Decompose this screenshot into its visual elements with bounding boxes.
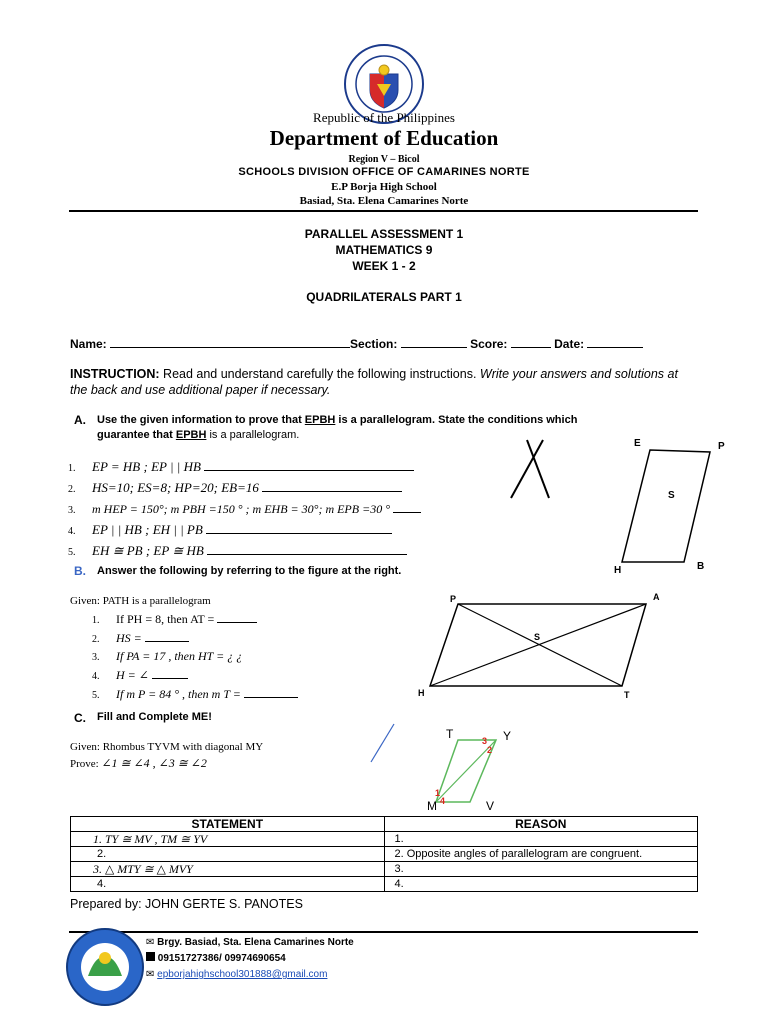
reason-header: REASON: [384, 817, 698, 832]
answer-b-4[interactable]: [152, 666, 188, 679]
label-a2: A: [653, 592, 660, 602]
address-line: Basiad, Sta. Elena Camarines Norte: [299, 195, 469, 207]
section-field[interactable]: [401, 335, 467, 348]
instruction-italic: Write your answers and solutions at the back and use additional paper if necessary.: [70, 367, 678, 397]
section-a-item-4: 4. EP | | HB ; EH | | PB: [68, 520, 421, 541]
answer-b-5[interactable]: [244, 685, 298, 698]
answer-a-2[interactable]: [262, 479, 402, 492]
table-row: [71, 862, 698, 877]
section-b-item-4: 4. H = ∠: [92, 666, 298, 685]
prepared-by: Prepared by: JOHN GERTE S. PANOTES: [70, 897, 303, 911]
phone-icon: [146, 952, 155, 961]
section-b-item-5: 5. If m P = 84 ° , then m T =: [92, 685, 298, 704]
section-c-prove: [70, 756, 207, 771]
section-a-items: [68, 457, 421, 562]
region-line: Region V – Bicol: [348, 154, 420, 165]
answer-a-4[interactable]: [206, 521, 392, 534]
label-m3: M: [427, 799, 437, 813]
label-p: P: [718, 441, 725, 452]
section-a-letter: A.: [74, 413, 86, 427]
division-line: SCHOOLS DIVISION OFFICE OF CAMARINES NORTE: [238, 166, 530, 178]
mail-icon: ✉: [146, 937, 155, 948]
footer-divider: [69, 931, 698, 933]
figure-epbh: [600, 440, 720, 580]
footer-address: Brgy. Basiad, Sta. Elena Camarines Norte: [157, 937, 354, 948]
footer-phone-row: [146, 951, 354, 967]
section-a-text-2: is a parallelogram. State the conditions which: [335, 414, 578, 426]
section-b-given: Given: PATH is a parallelogram: [70, 595, 211, 607]
label-h: H: [614, 565, 622, 576]
answer-a-5[interactable]: [207, 542, 407, 555]
section-b-item-2: 2. HS =: [92, 629, 298, 648]
label-b: B: [697, 561, 705, 572]
school-logo: [66, 928, 144, 1006]
name-field[interactable]: [110, 335, 350, 348]
score-field[interactable]: [511, 335, 551, 348]
reason-cell[interactable]: 2. Opposite angles of parallelogram are congruent.: [384, 847, 698, 862]
figure-path: [420, 596, 660, 696]
reason-cell[interactable]: 3.: [384, 862, 698, 877]
department-title: Department of Education: [269, 126, 499, 150]
email-icon: ✉: [146, 969, 155, 980]
week-title: WEEK 1 - 2: [352, 259, 416, 273]
section-b-items: [92, 610, 298, 704]
footer-phone: 09151727386/ 09974690654: [157, 953, 286, 964]
table-row: [71, 847, 698, 862]
section-c-instruction: Fill and Complete ME!: [97, 711, 212, 723]
angle-2-label: 2: [487, 745, 493, 755]
angle-1-label: 1: [435, 788, 441, 798]
label-e: E: [634, 438, 641, 449]
angle-3-label: 3: [482, 736, 488, 746]
subject-title: MATHEMATICS 9: [335, 243, 433, 257]
angle-4-label: 4: [440, 796, 446, 806]
section-a-text-3: guarantee that: [97, 429, 176, 441]
header-divider: [69, 210, 698, 212]
table-row: [71, 877, 698, 892]
section-a-item-5: 5. EH ≅ PB ; EP ≅ HB: [68, 541, 421, 562]
section-c-given: Given: Rhombus TYVM with diagonal MY: [70, 741, 264, 753]
footer-email[interactable]: epborjahighschool301888@gmail.com: [157, 969, 328, 980]
statement-cell[interactable]: 2.: [71, 847, 385, 862]
instruction-block: [70, 366, 695, 398]
date-field[interactable]: [587, 335, 643, 348]
label-y3: Y: [503, 729, 512, 743]
section-a-text-1: Use the given information to prove that: [97, 414, 305, 426]
epbh-term-2: EPBH: [175, 429, 207, 441]
instruction-text: Read and understand carefully the following instructions.: [159, 367, 477, 381]
section-a-item-3: 3. m HEP = 150°; m PBH =150 ° ; m EHB = 30°; m EPB =30 °: [68, 499, 421, 520]
republic-line: Republic of the Philippines: [313, 110, 455, 125]
cross-mark: [505, 438, 555, 500]
label-t2: T: [624, 690, 630, 700]
name-label: Name:: [70, 337, 107, 351]
section-c-letter: C.: [74, 711, 86, 725]
school-line: E.P Borja High School: [331, 181, 437, 193]
statement-cell[interactable]: 4.: [71, 877, 385, 892]
label-p2: P: [450, 594, 457, 604]
answer-b-1[interactable]: [217, 610, 257, 623]
statement-cell[interactable]: 1. TY ≅ MV , TM ≅ YV: [71, 832, 385, 847]
date-label: Date:: [554, 337, 585, 351]
student-info-line: [70, 335, 643, 351]
epbh-term: EPBH: [304, 414, 336, 426]
score-label: Score:: [470, 337, 508, 351]
footer-contacts: [146, 935, 354, 983]
prove-statement: ∠1 ≅ ∠4 , ∠3 ≅ ∠2: [101, 756, 207, 770]
section-b-letter: B.: [74, 564, 86, 578]
table-row: [71, 832, 698, 847]
footer-email-row: [146, 967, 354, 983]
label-t3: T: [446, 727, 454, 741]
label-v3: V: [486, 799, 495, 813]
section-a-text-4: is a parallelogram.: [206, 429, 300, 441]
section-b-item-3: 3. If PA = 17 , then HT = ¿ ¿: [92, 649, 243, 663]
label-s: S: [668, 490, 675, 501]
proof-table: [70, 816, 698, 892]
answer-a-3[interactable]: [393, 500, 421, 513]
section-a-instruction: [97, 413, 677, 443]
section-a-item-2: 2. HS=10; ES=8; HP=20; EB=16: [68, 478, 421, 499]
statement-cell[interactable]: 3. △ MTY ≅ △ MVY: [71, 862, 385, 877]
footer-address-row: [146, 935, 354, 951]
proof-table-header: [71, 817, 698, 832]
section-a-item-1: 1. EP = HB ; EP | | HB: [68, 457, 421, 478]
answer-a-1[interactable]: [204, 458, 414, 471]
instruction-label: INSTRUCTION:: [70, 367, 160, 381]
section-b-item-1: 1. If PH = 8, then AT =: [92, 610, 298, 629]
label-s2: S: [534, 632, 541, 642]
section-label: Section:: [350, 337, 398, 351]
blue-stroke: [368, 722, 398, 766]
reason-cell[interactable]: 1.: [384, 832, 698, 847]
assessment-title: PARALLEL ASSESSMENT 1: [304, 227, 464, 241]
answer-b-2[interactable]: [145, 629, 189, 642]
reason-cell[interactable]: 4.: [384, 877, 698, 892]
section-b-instruction: Answer the following by referring to the figure at the right.: [97, 565, 402, 577]
label-h2: H: [418, 688, 425, 698]
prove-label: Prove:: [70, 758, 99, 770]
statement-header: STATEMENT: [71, 817, 385, 832]
topic-title: QUADRILATERALS PART 1: [306, 290, 462, 304]
